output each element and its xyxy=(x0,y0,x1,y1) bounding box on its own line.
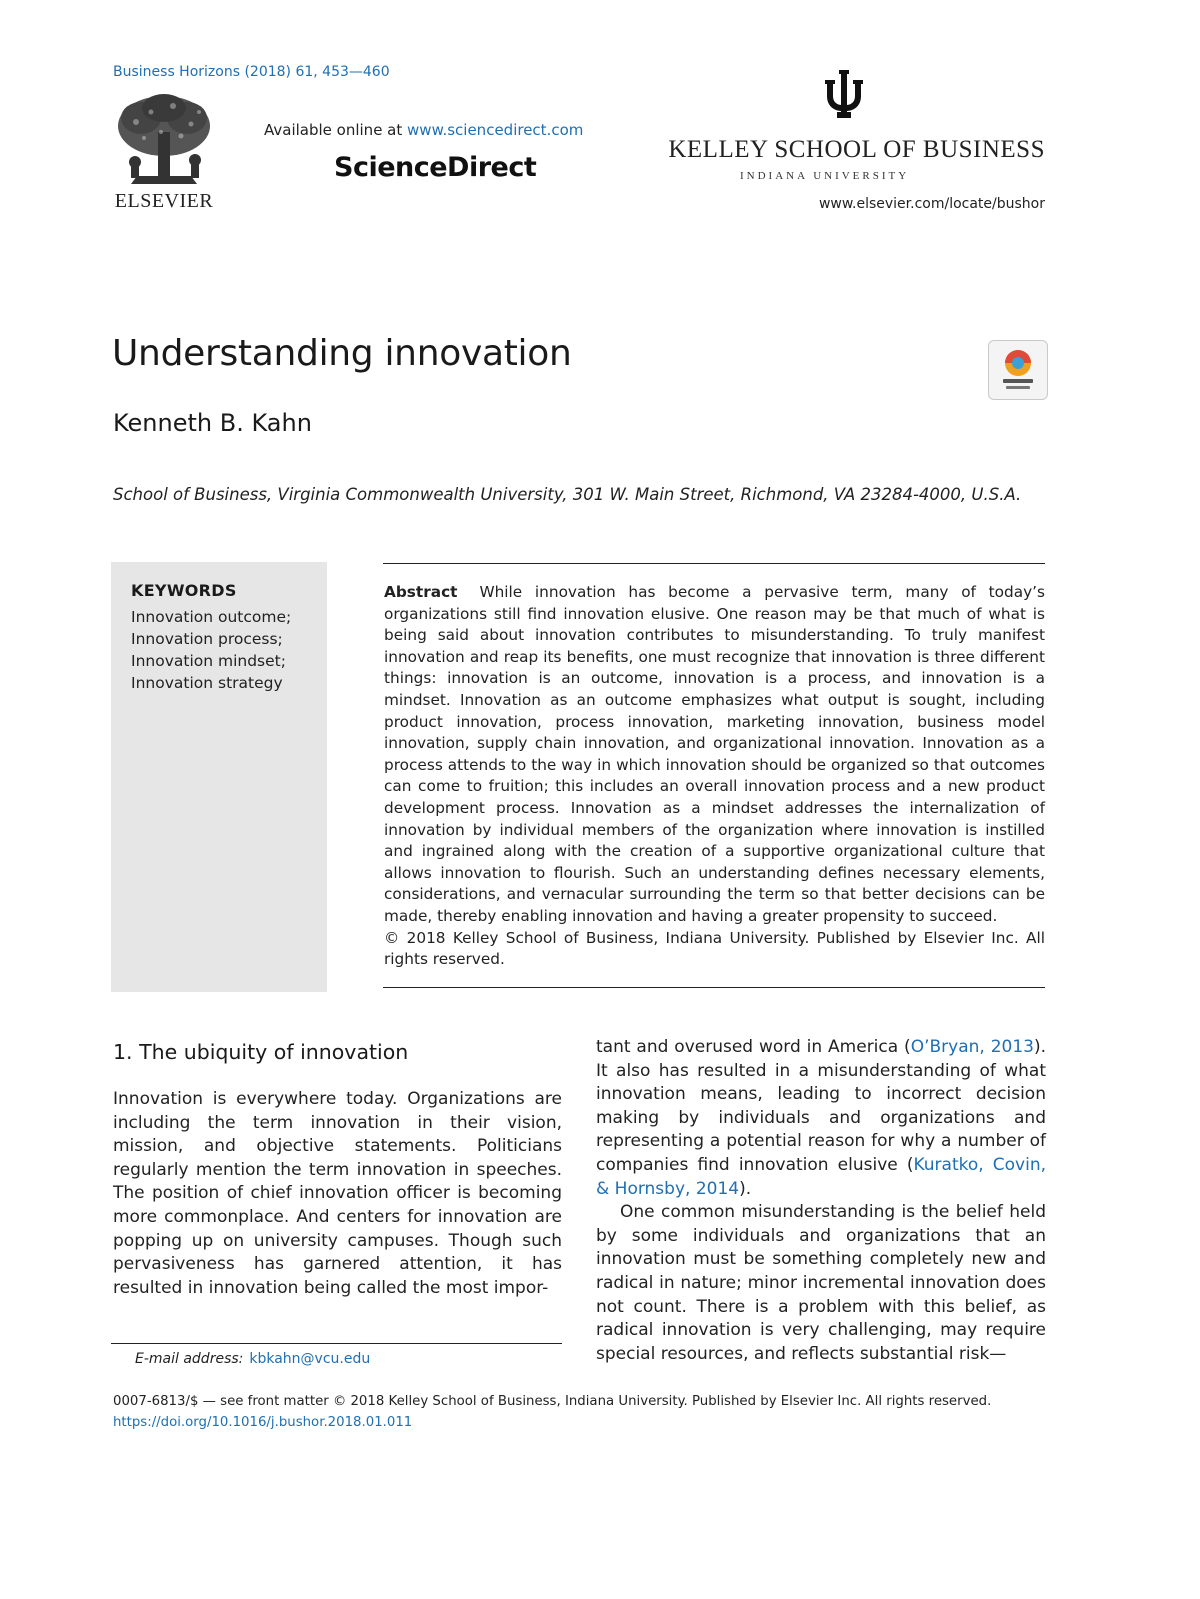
citation-link[interactable]: Kuratko, Covin, & Hornsby, 2014 xyxy=(596,1154,1047,1199)
footnote xyxy=(135,1351,370,1367)
right-column xyxy=(596,1036,1046,1366)
journal-reference: Business Horizons (2018) 61, 453—460 xyxy=(113,64,390,80)
available-online-line xyxy=(264,121,583,139)
abstract-label: Abstract xyxy=(384,583,458,601)
left-column xyxy=(113,1088,562,1300)
iu-trident-icon xyxy=(822,70,866,120)
copyright-footer: 0007-6813/$ — see front matter © 2018 Kelley School of Business, Indiana University. Published by Elsevier Inc. All rights reserved. xyxy=(113,1394,992,1409)
doi-link[interactable]: https://doi.org/10.1016/j.bushor.2018.01.011 xyxy=(113,1415,413,1430)
keywords-box xyxy=(111,562,327,992)
abstract-top-rule xyxy=(383,563,1045,564)
footnote-label: E-mail address: xyxy=(135,1351,244,1367)
body-paragraph: One common misunderstanding is the belief held by some individuals and organizations that an innovation must be something completely new and radical in nature; minor incremental innovation does not count. There is a problem with this belief, as radical innovation is very challenging, may require special resources, and reflects substantial risk— xyxy=(596,1202,1046,1364)
elsevier-tree-icon xyxy=(111,92,217,188)
abstract-body: While innovation has become a pervasive term, many of today’s organizations still find innovation elusive. One reason may be that much of what is being said about innovation contributes to misunderstanding. To truly manifest innovation and reap its benefits, one must recognize that innovation is three different things: innovation is an outcome, innovation is a process, and innovation is a mindset. Innovation as an outcome emphasizes what output is sought, including product innovation, process innovation, marketing innovation, business model innovation, supply chain innovation, and organizational innovation. Innovation as a process attends to the way in which innovation should be organized so that outcomes can come to fruition; this includes an overall innovation process and a new product development process. Innovation as a mindset addresses the internalization of innovation by individual members of the organization where innovation is instilled and ingrained along with the creation of a supportive organizational culture that allows innovation to flourish. Such an understanding defines necessary elements, considerations, and vernacular surrounding the term so that better decisions can be made, thereby enabling innovation and having a greater propensity to succeed. xyxy=(384,583,1045,925)
section-heading: 1. The ubiquity of innovation xyxy=(113,1040,409,1064)
body-paragraph: Innovation is everywhere today. Organizations are including the term innovation in their vision, mission, and objective statements. Politicians regularly mention the term innovation in speeches. The position of chief innovation officer is becoming more commonplace. And centers for innovation are popping up on university campuses. Though such pervasiveness has garnered attention, it has resulted in innovation being called the most impor- xyxy=(113,1089,562,1298)
para-text: ). It also has resulted in a misunderstanding of what innovation means, leading to incorrect decision making by individuals and organizations and representing a potential reason for why a number of companies find innovation elusive ( xyxy=(596,1037,1046,1175)
abstract-bottom-rule xyxy=(383,987,1045,988)
abstract-copyright: © 2018 Kelley School of Business, Indiana University. Published by Elsevier Inc. All rights reserved. xyxy=(384,928,1045,969)
footnote-rule xyxy=(111,1343,562,1344)
elsevier-wordmark: ELSEVIER xyxy=(114,190,214,212)
keyword-item: Innovation process; xyxy=(131,630,283,648)
author-name: Kenneth B. Kahn xyxy=(113,409,312,437)
para-text: tant and overused word in America ( xyxy=(596,1037,911,1057)
keyword-item: Innovation mindset; xyxy=(131,652,286,670)
author-email-link[interactable]: kbkahn@vcu.edu xyxy=(249,1351,371,1367)
citation-link[interactable]: O’Bryan, 2013 xyxy=(910,1037,1034,1057)
body-paragraph xyxy=(596,1036,1046,1201)
abstract xyxy=(384,582,1045,971)
indiana-university-label: INDIANA UNIVERSITY xyxy=(740,170,910,182)
elsevier-logo xyxy=(105,92,223,216)
journal-homepage-url[interactable]: www.elsevier.com/locate/bushor xyxy=(818,196,1045,212)
keywords-list xyxy=(131,606,291,694)
sciencedirect-link[interactable]: www.sciencedirect.com xyxy=(407,121,584,139)
author-affiliation: School of Business, Virginia Commonwealth University, 301 W. Main Street, Richmond, VA 23284-4000, U.S.A. xyxy=(113,485,1022,504)
keyword-item: Innovation strategy xyxy=(131,674,283,692)
check-updates-icon xyxy=(989,341,1047,399)
available-prefix: Available online at xyxy=(264,121,408,139)
check-for-updates-badge[interactable] xyxy=(988,340,1048,400)
kelley-school-name: KELLEY SCHOOL OF BUSINESS xyxy=(668,136,1045,163)
keyword-item: Innovation outcome; xyxy=(131,608,292,626)
article-title: Understanding innovation xyxy=(112,333,572,374)
keywords-heading: KEYWORDS xyxy=(131,581,237,600)
sciencedirect-wordmark: ScienceDirect xyxy=(334,152,537,183)
para-text: ). xyxy=(739,1178,752,1199)
